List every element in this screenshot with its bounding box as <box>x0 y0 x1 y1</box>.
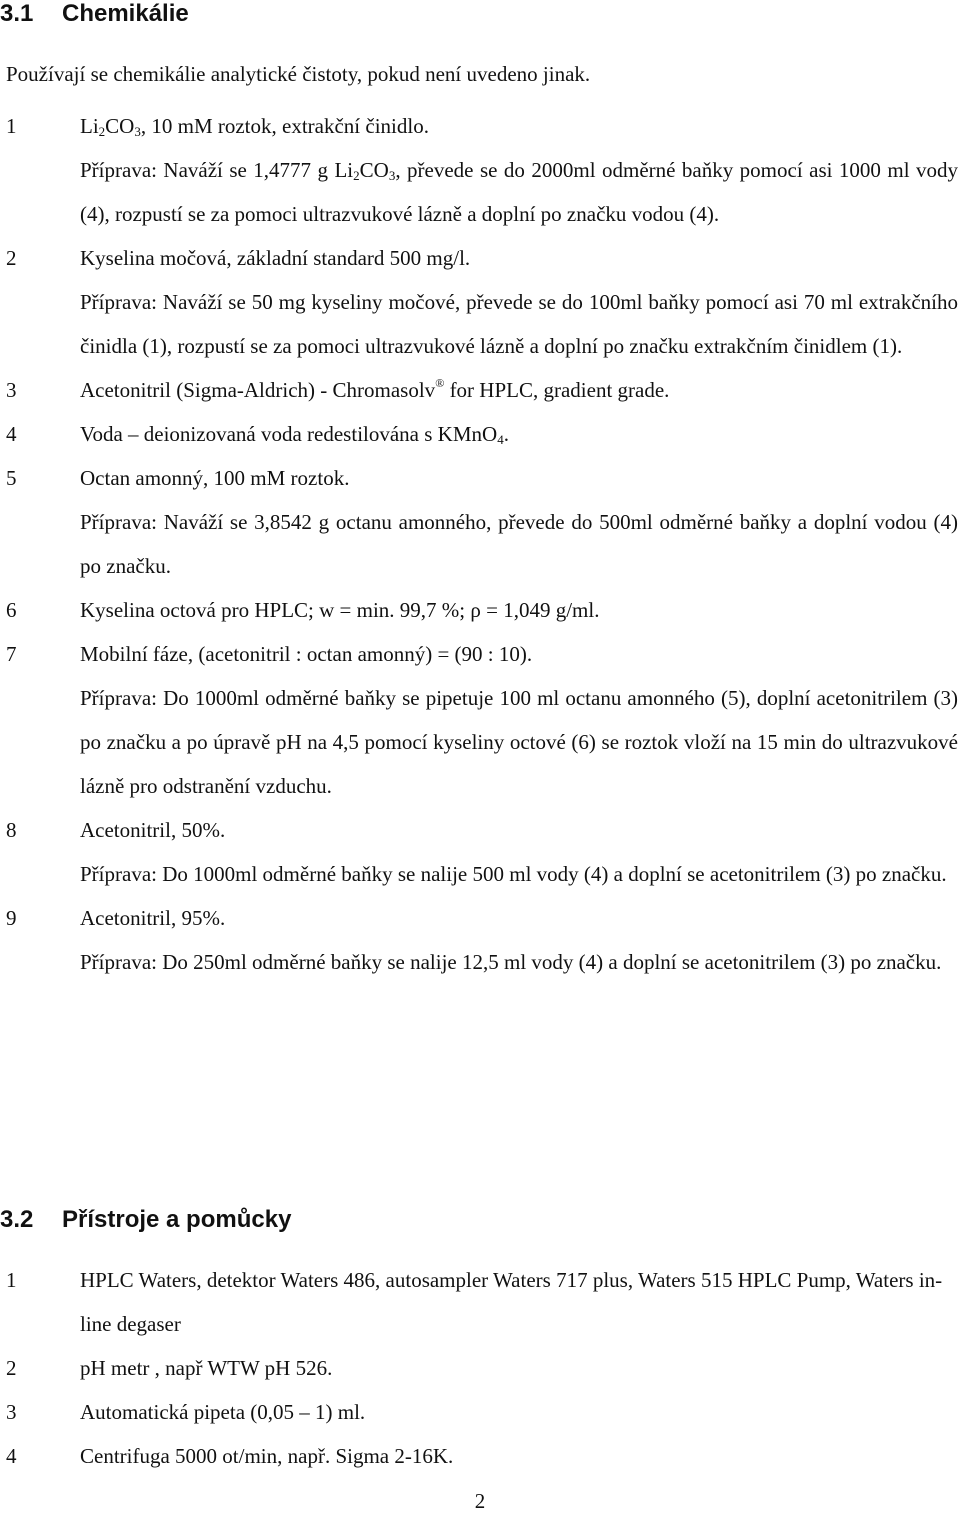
item-preparation: Příprava: Do 1000ml odměrné baňky se nalije 500 ml vody (4) a doplní se acetonitrilem (3) po značku. <box>80 862 947 886</box>
item-heading: Acetonitril, 95%. <box>80 906 226 930</box>
item-number: 5 <box>6 466 17 490</box>
item-heading: Kyselina octová pro HPLC; w = min. 99,7 %; ρ = 1,049 g/ml. <box>80 598 600 622</box>
item-number: 4 <box>6 422 17 446</box>
section-title: Přístroje a pomůcky <box>62 1206 292 1233</box>
item-number: 8 <box>6 818 17 842</box>
item-number: 1 <box>6 1268 17 1292</box>
section-title: Chemikálie <box>62 0 189 27</box>
item-text: HPLC Waters, detektor Waters 486, autosampler Waters 717 plus, Waters 515 HPLC Pump, Waters in-line degaser <box>80 1268 943 1336</box>
item-number: 2 <box>6 246 17 270</box>
item-heading: Mobilní fáze, (acetonitril : octan amonný) = (90 : 10). <box>80 642 533 666</box>
list-item <box>0 412 960 456</box>
page-number: 2 <box>474 1489 486 1513</box>
item-text: Centrifuga 5000 ot/min, např. Sigma 2-16K. <box>80 1444 454 1468</box>
chemicals-list <box>0 104 960 984</box>
item-number: 6 <box>6 598 17 622</box>
list-item <box>0 1434 960 1478</box>
section-number: 3.2 <box>0 1206 34 1233</box>
item-heading: Octan amonný, 100 mM roztok. <box>80 466 350 490</box>
item-text: Automatická pipeta (0,05 – 1) ml. <box>80 1400 366 1424</box>
instruments-list <box>0 1258 960 1478</box>
item-number: 4 <box>6 1444 17 1468</box>
item-heading: $Li_2CO_3$, 10 mM roztok, extrakční činidlo. <box>80 114 429 139</box>
item-heading: Acetonitril (Sigma-Aldrich) - Chromasolv® for HPLC, gradient grade. <box>80 376 670 402</box>
list-item <box>0 236 960 368</box>
list-item <box>0 632 960 808</box>
item-preparation: Příprava: Do 1000ml odměrné baňky se pipetuje 100 ml octanu amonného (5), doplní acetonitrilem (3) po značku a po úpravě pH na 4,5 pomocí kyseliny octové (6) se roztok vloží na 15 min do ultrazvukové lázně pro odstranění vzduchu. <box>80 686 958 798</box>
section-heading-chemikalie <box>0 0 189 28</box>
item-number: 9 <box>6 906 17 930</box>
item-number: 1 <box>6 114 17 138</box>
list-item <box>0 1258 960 1346</box>
list-item <box>0 588 960 632</box>
item-preparation: Příprava: Naváží se 1,4777 g $Li_2CO_3$, převede se do 2000ml odměrné baňky pomocí asi 1000 ml vody (4), rozpustí se za pomoci ultrazvukové lázně a doplní po značku vodou (4). <box>80 158 958 226</box>
list-item <box>0 808 960 896</box>
item-preparation: Příprava: Naváží se 50 mg kyseliny močové, převede se do 100ml baňky pomocí asi 70 ml extrakčního činidla (1), rozpustí se za pomoci ultrazvukové lázně a doplní po značku extrakčním činidlem (1). <box>80 290 958 358</box>
list-item <box>0 1346 960 1390</box>
list-item <box>0 1390 960 1434</box>
section-heading-pristroje <box>0 1206 291 1234</box>
item-heading: Voda – deionizovaná voda redestilována s KMnO$_4$. <box>80 422 509 447</box>
section-number: 3.1 <box>0 0 34 27</box>
list-item <box>0 896 960 984</box>
list-item <box>0 104 960 236</box>
item-number: 3 <box>6 1400 17 1424</box>
item-heading: Acetonitril, 50%. <box>80 818 226 842</box>
list-item <box>0 456 960 588</box>
registered-mark: ® <box>435 376 445 390</box>
item-number: 2 <box>6 1356 17 1380</box>
item-preparation: Příprava: Do 250ml odměrné baňky se nalije 12,5 ml vody (4) a doplní se acetonitrilem (3) po značku. <box>80 950 942 974</box>
item-preparation: Příprava: Naváží se 3,8542 g octanu amonného, převede do 500ml odměrné baňky a doplní vodou (4) po značku. <box>80 510 958 578</box>
item-number: 3 <box>6 378 17 402</box>
intro-paragraph: Používají se chemikálie analytické čistoty, pokud není uvedeno jinak. <box>6 62 591 86</box>
item-text: pH metr , např WTW pH 526. <box>80 1356 333 1380</box>
list-item <box>0 368 960 412</box>
item-heading: Kyselina močová, základní standard 500 mg/l. <box>80 246 471 270</box>
item-number: 7 <box>6 642 17 666</box>
